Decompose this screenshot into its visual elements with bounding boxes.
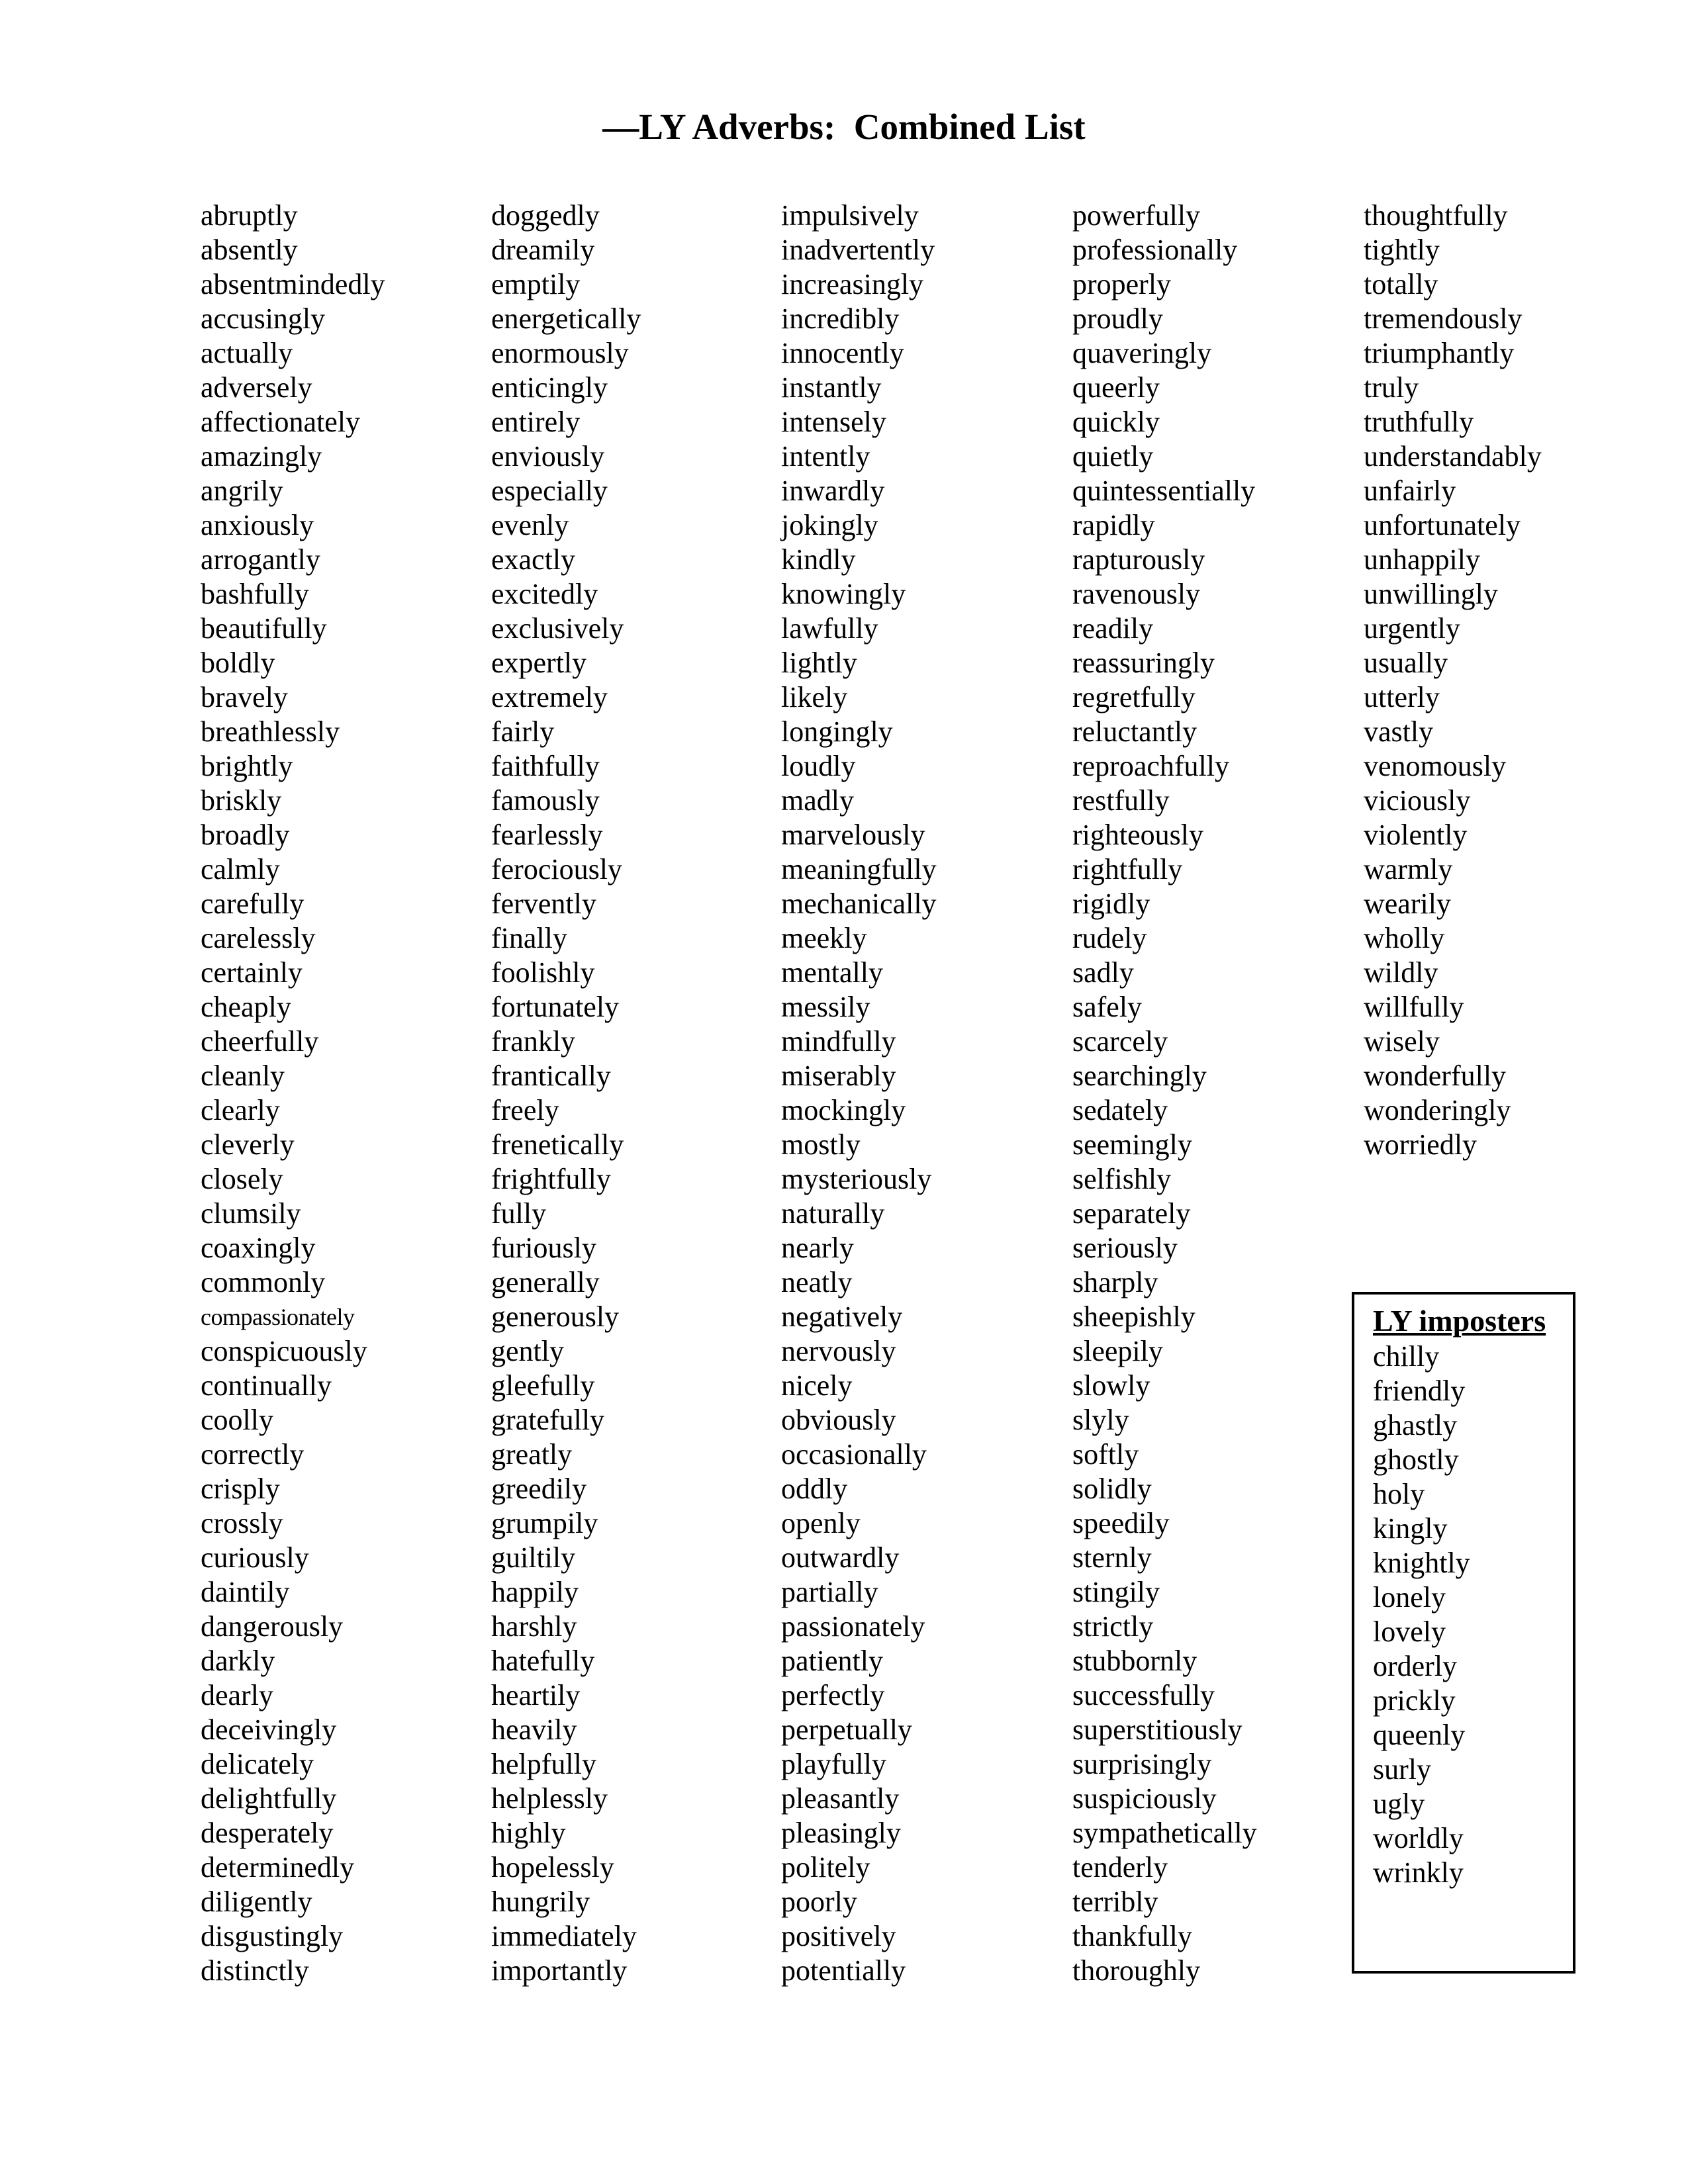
adverb-word: politely <box>781 1851 870 1884</box>
adverb-word: mostly <box>781 1128 861 1161</box>
imposter-word: queenly <box>1373 1719 1466 1751</box>
adverb-word: compassionately <box>201 1304 355 1330</box>
adverb-word: pleasingly <box>781 1817 901 1849</box>
adverb-word: dangerously <box>201 1610 344 1643</box>
adverb-word: meekly <box>781 922 867 954</box>
adverb-word: abruptly <box>201 199 298 232</box>
adverb-word: thoroughly <box>1072 1954 1201 1987</box>
adverb-word: loudly <box>781 750 856 782</box>
adverb-word: mechanically <box>781 887 937 920</box>
adverb-word: oddly <box>781 1473 848 1505</box>
adverb-word: reassuringly <box>1072 647 1215 679</box>
adverb-word: partially <box>781 1576 878 1608</box>
adverb-word: totally <box>1364 268 1438 300</box>
adverb-word: sympathetically <box>1072 1817 1257 1849</box>
adverb-word: readily <box>1072 612 1154 645</box>
imposter-word: orderly <box>1373 1650 1458 1682</box>
adverb-word: sadly <box>1072 956 1134 989</box>
adverb-word: innocently <box>781 337 904 369</box>
adverb-word: tremendously <box>1364 302 1523 335</box>
adverb-word: cheaply <box>201 991 291 1023</box>
imposter-word: holy <box>1373 1478 1425 1510</box>
adverb-word: correctly <box>201 1438 305 1471</box>
adverb-word: distinctly <box>201 1954 309 1987</box>
adverb-word: seriously <box>1072 1232 1178 1264</box>
adverb-word: finally <box>491 922 567 954</box>
imposter-word: ghastly <box>1373 1409 1458 1441</box>
adverb-word: desperately <box>201 1817 334 1849</box>
adverb-word: boldly <box>201 647 275 679</box>
adverb-word: potentially <box>781 1954 906 1987</box>
adverb-word: unfortunately <box>1364 509 1521 541</box>
adverb-word: speedily <box>1072 1507 1170 1539</box>
adverb-word: frantically <box>491 1060 611 1092</box>
adverb-word: fairly <box>491 715 555 748</box>
adverb-word: neatly <box>781 1266 853 1298</box>
adverb-word: unwillingly <box>1364 578 1498 610</box>
adverb-word: usually <box>1364 647 1448 679</box>
adverb-word: curiously <box>201 1541 309 1574</box>
adverb-word: daintily <box>201 1576 290 1608</box>
adverb-word: coaxingly <box>201 1232 316 1264</box>
adverb-word: quietly <box>1072 440 1154 473</box>
adverb-word: warmly <box>1364 853 1453 886</box>
imposter-word: prickly <box>1373 1684 1456 1717</box>
adverb-word: miserably <box>781 1060 896 1092</box>
adverb-column-5 <box>1364 199 1648 1162</box>
imposter-word: lovely <box>1373 1615 1446 1648</box>
adverb-word: sharply <box>1072 1266 1158 1298</box>
adverb-word: terribly <box>1072 1886 1158 1918</box>
adverb-word: extremely <box>491 681 608 713</box>
adverb-word: reluctantly <box>1072 715 1197 748</box>
adverb-word: lightly <box>781 647 857 679</box>
adverb-word: heartily <box>491 1679 581 1711</box>
adverb-word: continually <box>201 1369 332 1402</box>
adverb-word: accusingly <box>201 302 326 335</box>
imposter-word: wrinkly <box>1373 1856 1464 1889</box>
adverb-word: incredibly <box>781 302 900 335</box>
adverb-word: playfully <box>781 1748 886 1780</box>
adverb-word: fortunately <box>491 991 620 1023</box>
adverb-word: sternly <box>1072 1541 1152 1574</box>
adverb-word: utterly <box>1364 681 1440 713</box>
adverb-word: dearly <box>201 1679 273 1711</box>
adverb-word: kindly <box>781 543 856 576</box>
adverb-word: venomously <box>1364 750 1507 782</box>
adverb-word: righteously <box>1072 819 1203 851</box>
adverb-word: fervently <box>491 887 596 920</box>
adverb-word: hatefully <box>491 1645 595 1677</box>
adverb-word: wholly <box>1364 922 1445 954</box>
adverb-word: occasionally <box>781 1438 927 1471</box>
adverb-word: restfully <box>1072 784 1170 817</box>
adverb-word: increasingly <box>781 268 924 300</box>
ly-imposters-word-list <box>1373 1340 1573 1890</box>
adverb-word: instantly <box>781 371 882 404</box>
adverb-word: mindfully <box>781 1025 896 1058</box>
adverb-word: wildly <box>1364 956 1438 989</box>
adverb-word: regretfully <box>1072 681 1196 713</box>
adverb-word: coolly <box>201 1404 273 1436</box>
adverb-word: rightfully <box>1072 853 1183 886</box>
adverb-word: scarcely <box>1072 1025 1168 1058</box>
adverb-word: freely <box>491 1094 559 1126</box>
adverb-word: wearily <box>1364 887 1451 920</box>
adverb-word: pleasantly <box>781 1782 900 1815</box>
adverb-word: carelessly <box>201 922 316 954</box>
adverb-word: understandably <box>1364 440 1542 473</box>
adverb-word: thankfully <box>1072 1920 1192 1952</box>
adverb-word: professionally <box>1072 234 1238 266</box>
adverb-word: solidly <box>1072 1473 1152 1505</box>
adverb-word: rapturously <box>1072 543 1205 576</box>
adverb-word: intently <box>781 440 870 473</box>
adverb-word: delicately <box>201 1748 314 1780</box>
adverb-word: sheepishly <box>1072 1300 1196 1333</box>
adverb-word: exclusively <box>491 612 624 645</box>
adverb-word: tightly <box>1364 234 1440 266</box>
adverb-word: enticingly <box>491 371 608 404</box>
adverb-word: worriedly <box>1364 1128 1477 1161</box>
adverb-word: energetically <box>491 302 641 335</box>
adverb-word: cleverly <box>201 1128 295 1161</box>
adverb-word: truly <box>1364 371 1419 404</box>
adverb-word: clumsily <box>201 1197 301 1230</box>
adverb-word: hungrily <box>491 1886 590 1918</box>
adverb-word: guiltily <box>491 1541 576 1574</box>
adverb-word: absently <box>201 234 298 266</box>
adverb-word: inadvertently <box>781 234 935 266</box>
adverb-word: madly <box>781 784 854 817</box>
adverb-word: famously <box>491 784 600 817</box>
adverb-word: triumphantly <box>1364 337 1515 369</box>
adverb-word: dreamily <box>491 234 595 266</box>
adverb-word: unfairly <box>1364 475 1456 507</box>
adverb-word: determinedly <box>201 1851 355 1884</box>
adverb-word: deceivingly <box>201 1713 337 1746</box>
adverb-word: absentmindedly <box>201 268 385 300</box>
adverb-word: fearlessly <box>491 819 603 851</box>
adverb-word: mentally <box>781 956 883 989</box>
adverb-word: anxiously <box>201 509 314 541</box>
adverb-word: slowly <box>1072 1369 1150 1402</box>
adverb-word: properly <box>1072 268 1172 300</box>
adverb-word: fully <box>491 1197 547 1230</box>
adverb-word: adversely <box>201 371 312 404</box>
adverb-word: cleanly <box>201 1060 285 1092</box>
adverb-word: proudly <box>1072 302 1163 335</box>
adverb-word: immediately <box>491 1920 637 1952</box>
adverb-word: gleefully <box>491 1369 595 1402</box>
adverb-word: heavily <box>491 1713 577 1746</box>
adverb-word: messily <box>781 991 870 1023</box>
adverb-word: mockingly <box>781 1094 906 1126</box>
adverb-word: nicely <box>781 1369 853 1402</box>
adverb-word: softly <box>1072 1438 1139 1471</box>
imposter-word: ghostly <box>1373 1443 1459 1476</box>
imposter-word: ugly <box>1373 1788 1425 1820</box>
adverb-word: enviously <box>491 440 605 473</box>
adverb-word: certainly <box>201 956 303 989</box>
adverb-word: amazingly <box>201 440 322 473</box>
adverb-word: vastly <box>1364 715 1434 748</box>
adverb-word: darkly <box>201 1645 275 1677</box>
adverb-word: lawfully <box>781 612 878 645</box>
adverb-word: enormously <box>491 337 629 369</box>
adverb-word: bravely <box>201 681 288 713</box>
adverb-word: hopelessly <box>491 1851 614 1884</box>
adverb-word: evenly <box>491 509 569 541</box>
adverb-word: happily <box>491 1576 579 1608</box>
adverb-word: grumpily <box>491 1507 598 1539</box>
adverb-word: doggedly <box>491 199 600 232</box>
adverb-word: nervously <box>781 1335 896 1367</box>
adverb-word: exactly <box>491 543 576 576</box>
adverb-word: queerly <box>1072 371 1160 404</box>
adverb-word: slyly <box>1072 1404 1129 1436</box>
adverb-word: searchingly <box>1072 1060 1207 1092</box>
adverb-word: meaningfully <box>781 853 937 886</box>
imposter-word: worldly <box>1373 1822 1464 1854</box>
adverb-word: foolishly <box>491 956 595 989</box>
adverb-word: knowingly <box>781 578 906 610</box>
adverb-word: frenetically <box>491 1128 624 1161</box>
adverb-word: rigidly <box>1072 887 1150 920</box>
page-title: —LY Adverbs: Combined List <box>602 107 1086 147</box>
adverb-word: clearly <box>201 1094 280 1126</box>
adverb-word: frightfully <box>491 1163 611 1195</box>
adverb-word: marvelously <box>781 819 925 851</box>
ly-imposters-box <box>1352 1292 1575 1974</box>
adverb-word: faithfully <box>491 750 600 782</box>
adverb-word: carefully <box>201 887 305 920</box>
adverb-word: violently <box>1364 819 1468 851</box>
adverb-word: openly <box>781 1507 861 1539</box>
imposter-word: knightly <box>1373 1547 1470 1579</box>
adverb-word: quickly <box>1072 406 1160 438</box>
adverb-word: bashfully <box>201 578 309 610</box>
adverb-word: powerfully <box>1072 199 1201 232</box>
adverb-word: suspiciously <box>1072 1782 1217 1815</box>
adverb-word: intensely <box>781 406 886 438</box>
adverb-word: sedately <box>1072 1094 1168 1126</box>
adverb-word: sleepily <box>1072 1335 1163 1367</box>
adverb-word: generally <box>491 1266 600 1298</box>
adverb-word: wisely <box>1364 1025 1440 1058</box>
adverb-word: mysteriously <box>781 1163 932 1195</box>
adverb-word: outwardly <box>781 1541 900 1574</box>
adverb-word: diligently <box>201 1886 312 1918</box>
adverb-word: actually <box>201 337 293 369</box>
adverb-word: rudely <box>1072 922 1147 954</box>
adverb-word: crossly <box>201 1507 283 1539</box>
adverb-column-1 <box>201 199 485 1988</box>
ly-imposters-title: LY imposters <box>1373 1304 1546 1338</box>
adverb-word: truthfully <box>1364 406 1474 438</box>
adverb-word: patiently <box>781 1645 883 1677</box>
adverb-word: successfully <box>1072 1679 1215 1711</box>
adverb-word: helpfully <box>491 1748 596 1780</box>
adverb-word: nearly <box>781 1232 854 1264</box>
adverb-word: breathlessly <box>201 715 340 748</box>
adverb-word: brightly <box>201 750 293 782</box>
adverb-word: wonderingly <box>1364 1094 1511 1126</box>
adverb-word: furiously <box>491 1232 596 1264</box>
adverb-word: generously <box>491 1300 620 1333</box>
adverb-word: calmly <box>201 853 280 886</box>
adverb-word: seemingly <box>1072 1128 1192 1161</box>
adverb-column-2 <box>491 199 776 1988</box>
adverb-word: likely <box>781 681 848 713</box>
adverb-word: greatly <box>491 1438 573 1471</box>
adverb-word: jokingly <box>781 509 878 541</box>
adverb-word: greedily <box>491 1473 587 1505</box>
adverb-word: reproachfully <box>1072 750 1229 782</box>
adverb-word: willfully <box>1364 991 1464 1023</box>
adverb-word: closely <box>201 1163 283 1195</box>
adverb-word: delightfully <box>201 1782 337 1815</box>
adverb-word: gratefully <box>491 1404 605 1436</box>
imposter-word: chilly <box>1373 1340 1440 1373</box>
adverb-word: perpetually <box>781 1713 912 1746</box>
adverb-column-4 <box>1072 199 1357 1988</box>
adverb-word: stubbornly <box>1072 1645 1197 1677</box>
adverb-word: broadly <box>201 819 290 851</box>
adverb-word: excitedly <box>491 578 598 610</box>
adverb-word: frankly <box>491 1025 576 1058</box>
adverb-word: wonderfully <box>1364 1060 1507 1092</box>
adverb-word: commonly <box>201 1266 326 1298</box>
adverb-word: arrogantly <box>201 543 320 576</box>
adverb-column-3 <box>781 199 1066 1988</box>
adverb-word: selfishly <box>1072 1163 1172 1195</box>
imposter-word: surly <box>1373 1753 1431 1786</box>
adverb-word: crisply <box>201 1473 280 1505</box>
adverb-word: obviously <box>781 1404 896 1436</box>
adverb-word: separately <box>1072 1197 1191 1230</box>
adverb-word: emptily <box>491 268 581 300</box>
adverb-word: disgustingly <box>201 1920 344 1952</box>
adverb-word: thoughtfully <box>1364 199 1508 232</box>
adverb-word: quintessentially <box>1072 475 1256 507</box>
adverb-word: ferociously <box>491 853 622 886</box>
adverb-word: angrily <box>201 475 283 507</box>
adverb-word: cheerfully <box>201 1025 319 1058</box>
adverb-word: especially <box>491 475 608 507</box>
adverb-word: beautifully <box>201 612 327 645</box>
adverb-word: helplessly <box>491 1782 608 1815</box>
adverb-word: affectionately <box>201 406 361 438</box>
adverb-word: unhappily <box>1364 543 1480 576</box>
adverb-word: perfectly <box>781 1679 885 1711</box>
imposter-word: friendly <box>1373 1375 1466 1407</box>
adverb-word: naturally <box>781 1197 885 1230</box>
adverb-word: impulsively <box>781 199 919 232</box>
adverb-word: strictly <box>1072 1610 1154 1643</box>
adverb-word: entirely <box>491 406 581 438</box>
adverb-word: stingily <box>1072 1576 1160 1608</box>
imposter-word: kingly <box>1373 1512 1448 1545</box>
adverb-word: conspicuously <box>201 1335 367 1367</box>
adverb-word: importantly <box>491 1954 628 1987</box>
adverb-word: gently <box>491 1335 564 1367</box>
adverb-word: positively <box>781 1920 896 1952</box>
adverb-word: rapidly <box>1072 509 1155 541</box>
adverb-word: surprisingly <box>1072 1748 1212 1780</box>
adverb-word: poorly <box>781 1886 857 1918</box>
adverb-word: safely <box>1072 991 1143 1023</box>
adverb-word: quaveringly <box>1072 337 1212 369</box>
adverb-word: tenderly <box>1072 1851 1168 1884</box>
adverb-word: superstitiously <box>1072 1713 1243 1746</box>
imposter-word: lonely <box>1373 1581 1446 1614</box>
adverb-word: highly <box>491 1817 566 1849</box>
adverb-word: viciously <box>1364 784 1471 817</box>
adverb-word: harshly <box>491 1610 577 1643</box>
adverb-word: passionately <box>781 1610 925 1643</box>
adverb-word: expertly <box>491 647 587 679</box>
adverb-word: longingly <box>781 715 893 748</box>
adverb-word: inwardly <box>781 475 885 507</box>
adverb-word: ravenously <box>1072 578 1201 610</box>
adverb-word: negatively <box>781 1300 903 1333</box>
adverb-word: urgently <box>1364 612 1460 645</box>
adverb-word: briskly <box>201 784 282 817</box>
